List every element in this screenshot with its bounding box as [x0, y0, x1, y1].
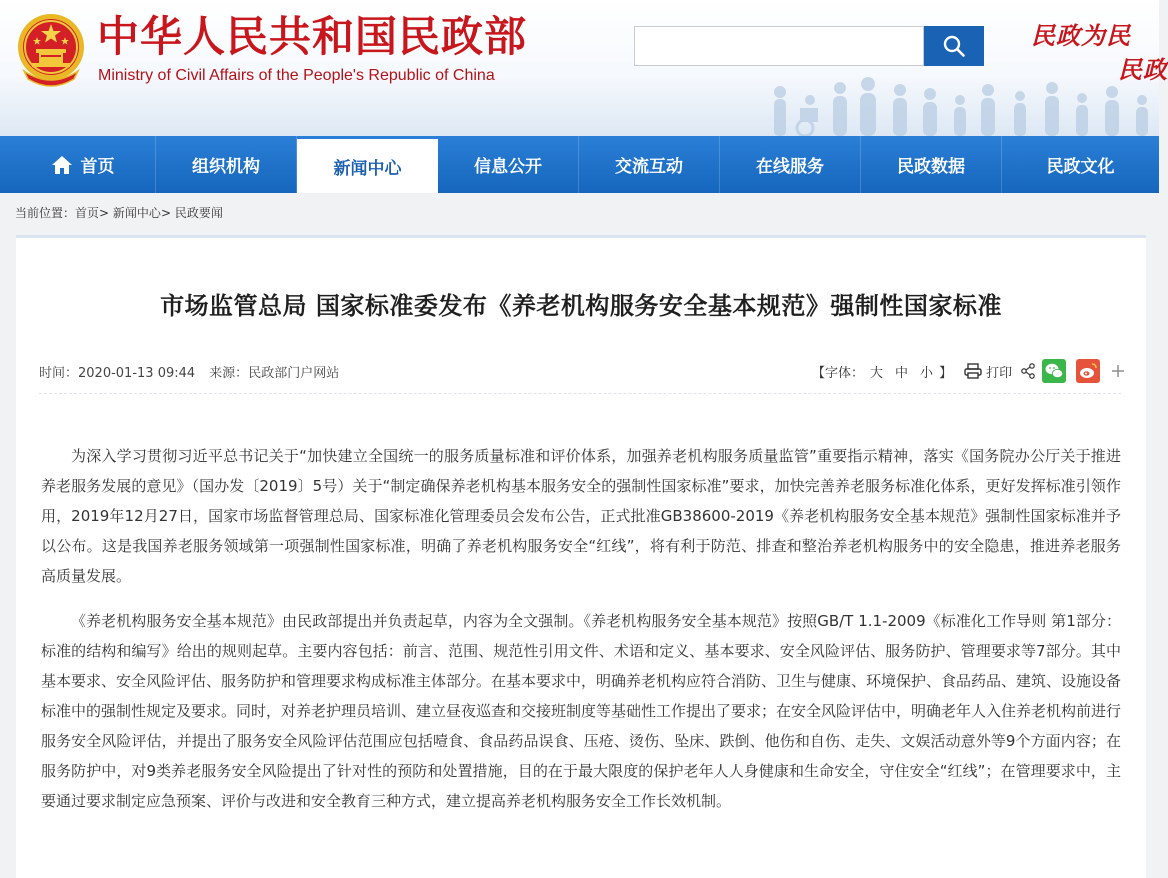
article-tools: [812, 359, 1124, 383]
search-button[interactable]: [924, 26, 984, 66]
people-silhouette-illustration: [760, 70, 1159, 136]
nav-item-info-disclosure[interactable]: [438, 136, 579, 193]
home-icon: [51, 155, 73, 175]
nav-item-label: 民政文化: [1046, 157, 1115, 177]
more-share-icon[interactable]: [1112, 365, 1124, 377]
nav-item-label: 组织机构: [192, 157, 260, 177]
article-paragraph: 《养老机构服务安全基本规范》由民政部提出并负责起草，内容为全文强制。《养老机构服务安全基本规范》按照GB/T 1.1-2009《标准化工作导则 第1部分：标准的结构和编写》给出的规则起草。主要内容包括：前言、范围、规范性引用文件、术语和定义、基本要求、安全风险评估、服务防护、管理要求等7部分。其中基本要求、安全风险评估、服务防护和管理要求构成标准主体部分。在基本要求中，明确养老机构应符合消防、卫生与健康、环境保护、食品药品、建筑、设施设备标准中的强制性规定及要求。同时，对养老护理员培训、建立昼夜巡查和交接班制度等基础性工作提出了要求；在安全风险评估中，明确老年人入住养老机构前进行服务安全风险评估，并提出了服务安全风险评估范围应包括噎食、食品药品误食、压疮、烫伤、坠床、跌倒、他伤和自伤、走失、文娱活动意外等9个方面内容；在服务防护中，对9类养老服务安全风险提出了针对性的预防和处置措施，目的在于最大限度的保护老年人人身健康和生命安全，守住安全“红线”；在管理要求中，主要通过要求制定应急预案、评价与改进和安全教育三种方式，建立提高养老机构服务安全工作长效机制。: [41, 612, 1122, 810]
nav-item-label: 交流互动: [615, 157, 683, 177]
print-button[interactable]: [964, 362, 1012, 381]
site-subtitle: Ministry of Civil Affairs of the People's Republic of China: [98, 67, 495, 84]
slogan-text-line2: 民政: [1118, 55, 1168, 84]
main-nav: [0, 136, 1159, 193]
printer-icon: [964, 363, 982, 379]
breadcrumb-separator: >: [160, 206, 171, 220]
site-header: [0, 0, 1168, 136]
time-label: 时间：: [39, 366, 79, 381]
wechat-share-icon[interactable]: [1042, 359, 1066, 383]
font-size-close: 】: [939, 365, 953, 381]
site-title: 中华人民共和国民政部: [97, 12, 528, 61]
breadcrumb-link-civil-news[interactable]: 民政要闻: [174, 206, 223, 220]
breadcrumb-link-news-center[interactable]: 新闻中心: [112, 206, 161, 220]
breadcrumb-separator: >: [99, 206, 110, 220]
nav-item-organization[interactable]: [156, 136, 297, 193]
source-label: 来源：: [209, 366, 249, 381]
font-size-medium[interactable]: 中: [895, 365, 909, 381]
article-meta: [39, 362, 339, 381]
nav-item-label: 民政数据: [897, 157, 965, 177]
breadcrumb-prefix: 当前位置：: [15, 206, 76, 220]
nav-item-civil-data[interactable]: [861, 136, 1002, 193]
nav-item-label: 在线服务: [756, 157, 824, 177]
nav-item-online-service[interactable]: [720, 136, 861, 193]
publish-time: 2020-01-13 09:44: [78, 366, 196, 381]
font-size-large[interactable]: 大: [870, 365, 884, 381]
meta-divider: [39, 393, 1121, 394]
nav-item-home[interactable]: [0, 136, 156, 193]
search-input[interactable]: [634, 26, 924, 66]
nav-item-news-center[interactable]: [297, 139, 438, 193]
national-emblem-logo[interactable]: [14, 9, 88, 89]
search-icon: [942, 34, 966, 58]
share-icon[interactable]: [1020, 363, 1036, 379]
article-panel: [16, 235, 1146, 878]
breadcrumb-link-home[interactable]: 首页: [75, 206, 100, 220]
print-label: 打印: [986, 365, 1013, 381]
font-size-label: 【字体：: [812, 365, 865, 381]
breadcrumb: [15, 204, 223, 221]
nav-item-label: 首页: [80, 157, 115, 177]
nav-item-civil-culture[interactable]: [1002, 136, 1159, 193]
font-size-small[interactable]: 小: [920, 365, 934, 381]
nav-item-label: 信息公开: [474, 157, 542, 177]
slogan-text: 民政为民: [1031, 21, 1131, 50]
nav-item-interaction[interactable]: [579, 136, 720, 193]
article-title: 市场监管总局 国家标准委发布《养老机构服务安全基本规范》强制性国家标准: [160, 292, 1002, 320]
article-paragraph: 为深入学习贯彻习近平总书记关于“加快建立全国统一的服务质量标准和评价体系，加强养老机构服务质量监管”重要指示精神，落实《国务院办公厅关于推进养老服务发展的意见》（国办发〔2019〕5号）关于“制定确保养老机构基本服务安全的强制性国家标准”要求，加快完善养老服务标准化体系，更好发挥标准引领作用，2019年12月27日，国家市场监督管理总局、国家标准化管理委员会发布公告，正式批准GB38600-2019《养老机构服务安全基本规范》强制性国家标准并予以公布。这是我国养老服务领域第一项强制性国家标准，明确了养老机构服务安全“红线”，将有利于防范、排查和整治养老机构服务中的安全隐患，推进养老服务高质量发展。: [41, 447, 1121, 585]
weibo-share-icon[interactable]: [1076, 359, 1100, 383]
article-source: 民政部门户网站: [248, 366, 340, 381]
nav-item-label: 新闻中心: [333, 158, 402, 179]
